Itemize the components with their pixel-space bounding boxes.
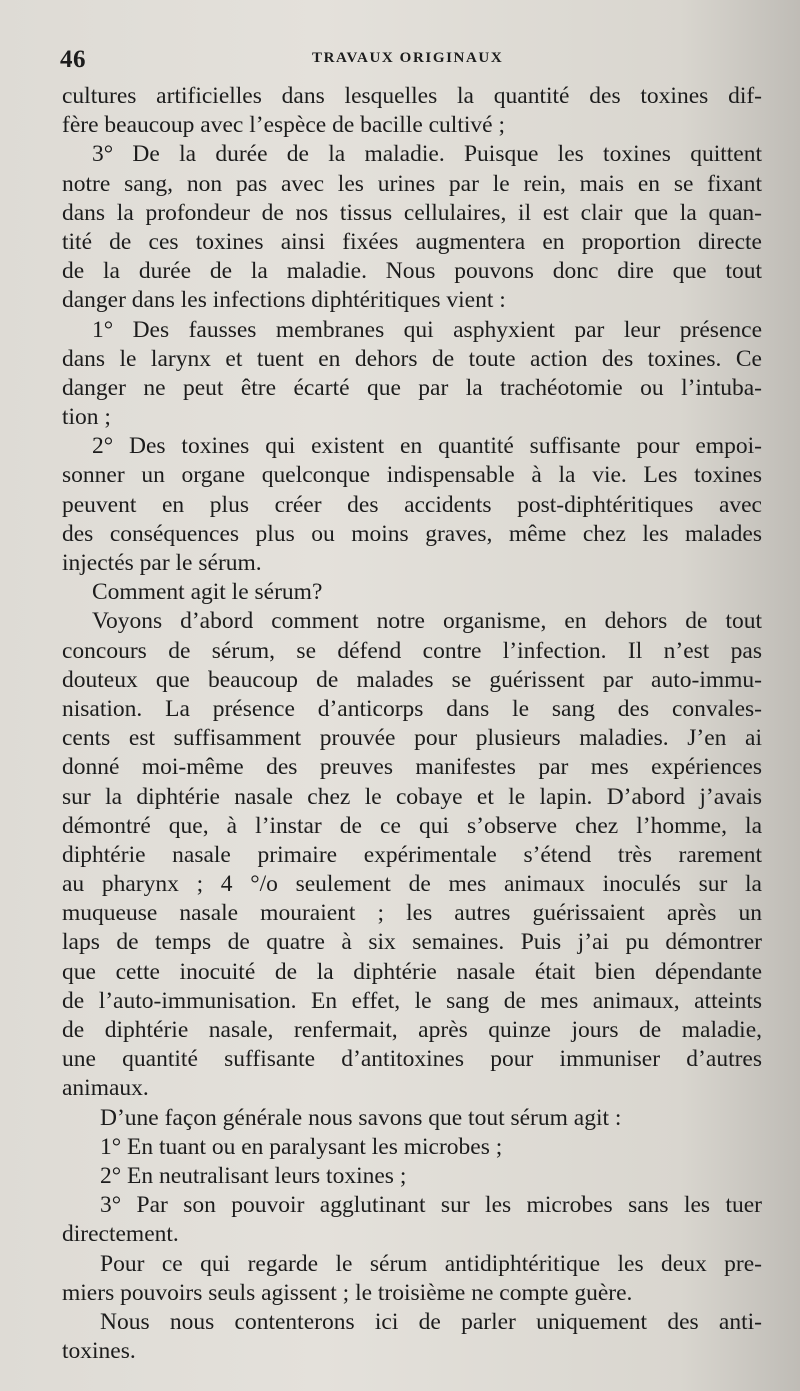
text-line: Nous nous contenterons ici de parler uniquement des anti- — [100, 1308, 762, 1335]
text-line: danger dans les infections diphtéritiques vient : — [62, 287, 506, 314]
text-line: peuvent en plus créer des accidents post-diphtéritiques avec — [62, 491, 762, 518]
text-line: concours de sérum, se défend contre l’infection. Il n’est pas — [62, 637, 762, 664]
text-line: muqueuse nasale mouraient ; les autres guérissaient après un — [62, 900, 762, 927]
text-line: une quantité suffisante d’antitoxines pour immuniser d’autres — [62, 1046, 762, 1073]
text-line: 1° Des fausses membranes qui asphyxient par leur présence — [92, 316, 762, 343]
text-line: de l’auto-immunisation. En effet, le sang de mes animaux, atteints — [62, 987, 762, 1014]
text-line: 2° Des toxines qui existent en quantité suffisante pour empoi- — [92, 433, 762, 460]
text-line: douteux que beaucoup de malades se guérissent par auto-immu- — [62, 666, 762, 693]
text-line: Pour ce qui regarde le sérum antidiphtéritique les deux pre- — [100, 1250, 762, 1277]
text-line: danger ne peut être écarté que par la trachéotomie ou l’intuba- — [62, 374, 762, 401]
text-line: sonner un organe quelconque indispensable à la vie. Les toxines — [62, 462, 762, 489]
text-line: que cette inocuité de la diphtérie nasale était bien dépendante — [62, 958, 762, 985]
text-line: directement. — [62, 1221, 179, 1248]
text-line: Comment agit le sérum? — [92, 579, 323, 606]
text-line: cents est suffisamment prouvée pour plusieurs maladies. J’en ai — [62, 725, 762, 752]
running-head: TRAVAUX ORIGINAUX — [312, 50, 504, 66]
text-line: 3° Par son pouvoir agglutinant sur les microbes sans les tuer — [100, 1192, 762, 1219]
text-line: tion ; — [62, 404, 111, 431]
text-line: des conséquences plus ou moins graves, même chez les malades — [62, 520, 762, 547]
text-line: fère beaucoup avec l’espèce de bacille cultivé ; — [62, 112, 505, 139]
text-line: notre sang, non pas avec les urines par le rein, mais en se fixant — [62, 170, 762, 197]
text-line: sur la diphtérie nasale chez le cobaye et le lapin. D’abord j’avais — [62, 783, 762, 810]
text-line: donné moi-même des preuves manifestes par mes expériences — [62, 754, 762, 781]
page-number: 46 — [60, 46, 86, 73]
text-line: dans le larynx et tuent en dehors de toute action des toxines. Ce — [62, 345, 762, 372]
text-line: Voyons d’abord comment notre organisme, en dehors de tout — [92, 608, 762, 635]
text-line: 3° De la durée de la maladie. Puisque les toxines quittent — [92, 141, 762, 168]
body-text — [62, 82, 762, 1366]
text-line: nisation. La présence d’anticorps dans le sang des convales- — [62, 695, 762, 722]
text-line: toxines. — [62, 1338, 136, 1365]
text-line: au pharynx ; 4 °/o seulement de mes animaux inoculés sur la — [62, 871, 762, 898]
text-line: animaux. — [62, 1075, 149, 1102]
text-line: cultures artificielles dans lesquelles la quantité des toxines dif- — [62, 83, 762, 109]
text-line: dans la profondeur de nos tissus cellulaires, il est clair que la quan- — [62, 199, 762, 226]
text-line: 2° En neutralisant leurs toxines ; — [100, 1162, 407, 1189]
text-line: tité de ces toxines ainsi fixées augmentera en proportion directe — [62, 228, 762, 255]
text-line: 1° En tuant ou en paralysant les microbes ; — [100, 1133, 503, 1160]
text-line: diphtérie nasale primaire expérimentale s’étend très rarement — [62, 841, 762, 868]
text-line: miers pouvoirs seuls agissent ; le troisième ne compte guère. — [62, 1279, 633, 1306]
text-line: de la durée de la maladie. Nous pouvons donc dire que tout — [62, 258, 762, 285]
text-line: D’une façon générale nous savons que tout sérum agit : — [100, 1104, 622, 1131]
text-line: laps de temps de quatre à six semaines. Puis j’ai pu démontrer — [62, 929, 762, 956]
text-line: démontré que, à l’instar de ce qui s’observe chez l’homme, la — [62, 812, 762, 839]
text-line: de diphtérie nasale, renfermait, après quinze jours de maladie, — [62, 1017, 762, 1043]
text-line: injectés par le sérum. — [62, 550, 262, 576]
